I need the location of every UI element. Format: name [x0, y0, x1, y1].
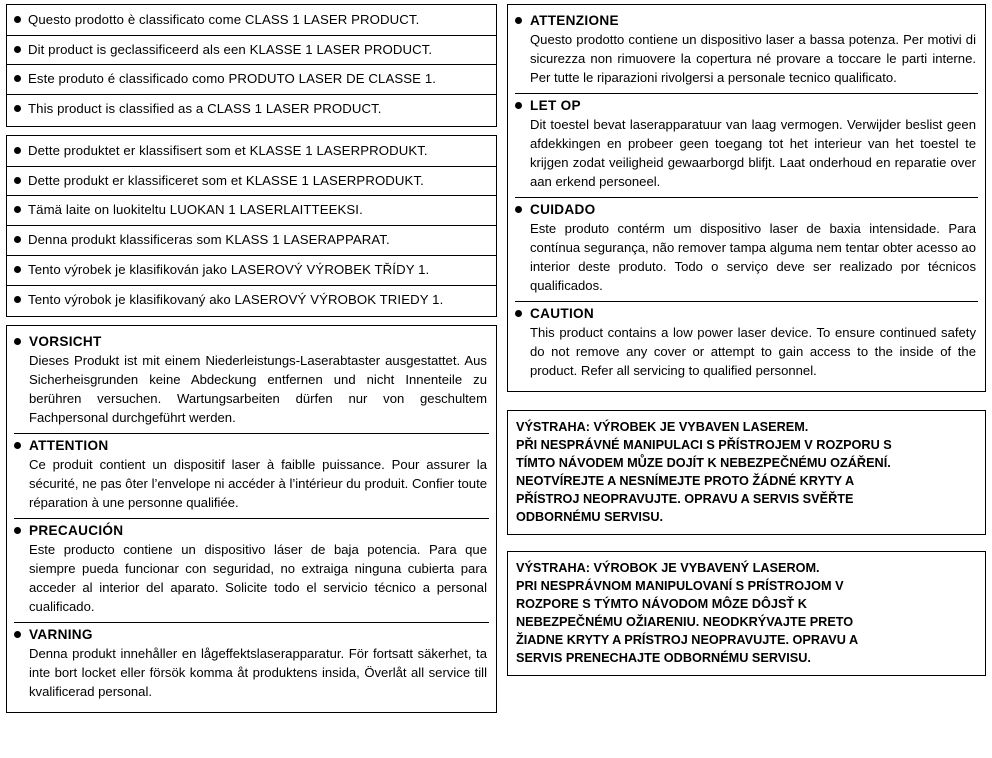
slovak-notice-line: PRI NESPRÁVNOM MANIPULOVANÍ S PRÍSTROJOM V [515, 579, 844, 593]
bullet-icon [14, 105, 21, 112]
list-item [14, 68, 489, 91]
warning-heading-row [14, 523, 489, 538]
list-item [14, 229, 489, 252]
warning-body: Dit toestel bevat laserapparatuur van laag vermogen. Verwijder beslist geen afdekkingen en probeer geen toegang tot het interieur van het toestel te krijgen zodat veiligheid gewaarborgd blifjt. Laat onderhoud en reparatie over aan erkend personeel. [529, 116, 976, 189]
divider [7, 225, 496, 226]
czech-notice-box [507, 410, 986, 535]
warning-caution [515, 301, 978, 386]
warning-body: Denna produkt innehåller en lågeffektslaserapparatur. För fortsatt säkerhet, ta inte bort locket eller försök komma åt produktens insida, Överlåt all service till kvalificerad personal. [29, 646, 487, 700]
czech-notice-line: NEOTVÍREJTE A NESNÍMEJTE PROTO ŽÁDNÉ KRYTY A [515, 473, 855, 488]
bullet-icon [14, 147, 21, 154]
class1-statement-da: Dette produkt er klassificeret som et KLASSE 1 LASERPRODUKT. [28, 172, 424, 188]
warning-heading-row [14, 438, 489, 453]
warning-heading-row [14, 627, 489, 642]
bullet-icon [14, 296, 21, 303]
spacer [507, 676, 986, 754]
bullet-icon [14, 236, 21, 243]
warning-heading-row [515, 98, 978, 113]
bullet-icon [14, 631, 21, 638]
class1-statement-no: Dette produktet er klassifisert som et KLASSE 1 LASERPRODUKT. [28, 142, 428, 158]
list-item [14, 9, 489, 32]
warning-attenzione [515, 9, 978, 93]
divider [7, 94, 496, 95]
warning-heading: LET OP [529, 97, 581, 113]
list-item [14, 98, 489, 121]
class1-statement-en: This product is classified as a CLASS 1 LASER PRODUCT. [28, 101, 382, 117]
divider [7, 64, 496, 65]
bullet-icon [14, 266, 21, 273]
warning-heading-row [14, 334, 489, 349]
czech-notice-line: TÍMTO NÁVODEM MŮZE DOJÍT K NEBEZPEČNÉMU OZÁŘENÍ. [515, 455, 891, 470]
list-item [14, 289, 489, 312]
bullet-icon [14, 527, 21, 534]
warning-heading-row [515, 202, 978, 217]
class1-statement-it: Questo prodotto è classificato come CLASS 1 LASER PRODUCT. [28, 12, 420, 27]
warning-heading: CAUTION [529, 305, 595, 321]
czech-notice-line: PŘÍSTROJ NEOPRAVUJTE. OPRAVU A SERVIS SVĚŘTE [515, 491, 854, 506]
warning-precaucion [14, 518, 489, 622]
warning-heading: PRECAUCIÓN [29, 523, 124, 539]
list-item [14, 140, 489, 163]
class1-statement-cs: Tento výrobek je klasifikován jako LASEROVÝ VÝROBEK TŘÍDY 1. [28, 261, 430, 277]
warning-let-op [515, 93, 978, 197]
left-column [6, 4, 497, 754]
bullet-icon [14, 46, 21, 53]
bullet-icon [14, 16, 21, 23]
slovak-notice-box [507, 551, 986, 676]
divider [7, 35, 496, 36]
bullet-icon [14, 442, 21, 449]
warning-heading: CUIDADO [529, 201, 596, 217]
warning-heading: VORSICHT [29, 334, 102, 350]
class1-statement-pt: Este produto é classificado como PRODUTO LASER DE CLASSE 1. [28, 71, 437, 87]
bullet-icon [14, 75, 21, 82]
left-warnings-box [6, 325, 497, 713]
warning-heading-row [515, 13, 978, 28]
list-item [14, 199, 489, 222]
bullet-icon [14, 206, 21, 213]
warning-body: Dieses Produkt ist mit einem Niederleistungs-Laserabtaster ausgestattet. Aus Sicherheisgrunden keine Abdeckung entfernen und nicht Innenteile zu berühren versuchen. Wartungsarbeiten dürfen nur von geschultem Fachpersonal durchgeführt werden. [29, 353, 487, 426]
class1-statement-fi: Tämä laite on luokiteltu LUOKAN 1 LASERLAITTEEKSI. [28, 202, 363, 218]
warning-heading: ATTENZIONE [529, 13, 619, 28]
divider [7, 166, 496, 167]
bullet-icon [515, 206, 522, 213]
class1-statement-sv: Denna produkt klassificeras som KLASS 1 LASERAPPARAT. [28, 232, 390, 248]
warning-heading: VARNING [29, 627, 93, 643]
warning-body: Questo prodotto contiene un dispositivo laser a bassa potenza. Per motivi di sicurezza non rimuovere la copertura né provare a toccare le parti interne. Per tutte le riparazioni rivolgersi a personale tecnico qualificato. [529, 32, 976, 85]
slovak-notice-line: ROZPORE S TÝMTO NÁVODOM MÔZE DÔJSŤ K [515, 597, 807, 612]
class1-statement-sk: Tento výrobok je klasifikovaný ako LASEROVÝ VÝROBOK TRIEDY 1. [28, 291, 444, 307]
right-warnings-box [507, 4, 986, 392]
divider [7, 255, 496, 256]
warning-vorsicht [14, 330, 489, 433]
czech-notice-line: ODBORNÉMU SERVISU. [515, 509, 664, 524]
slovak-notice-line: VÝSTRAHA: VÝROBOK JE VYBAVENÝ LASEROM. [515, 560, 820, 575]
bullet-icon [515, 310, 522, 317]
right-column [507, 4, 986, 754]
bullet-icon [515, 102, 522, 109]
two-column-layout [6, 4, 986, 754]
list-item [14, 170, 489, 193]
slovak-notice-line: SERVIS PRENECHAJTE ODBORNÉMU SERVISU. [515, 651, 811, 666]
class1-statements-box-a [6, 4, 497, 127]
czech-notice-line: PŘI NESPRÁVNÉ MANIPULACI S PŘÍSTROJEM V ROZPORU S [515, 437, 892, 452]
bullet-icon [14, 177, 21, 184]
warning-varning [14, 622, 489, 707]
slovak-notice-line: NEBEZPEČNÉMU OŽIARENIU. NEODKRÝVAJTE PRETO [515, 615, 854, 630]
divider [7, 285, 496, 286]
bullet-icon [515, 17, 522, 24]
warning-heading: ATTENTION [29, 438, 109, 454]
warning-cuidado [515, 197, 978, 301]
czech-notice-line: VÝSTRAHA: VÝROBEK JE VYBAVEN LASEREM. [515, 419, 809, 434]
list-item [14, 259, 489, 282]
warning-body: Este produto contérm um dispositivo laser de baxia intensidade. Para contínua segurança, não remover tampa alguma nem tentar obter acesso ao interior deste produto. Todo o serviço deve ser realizado por técnicos qualificados. [529, 220, 976, 293]
warning-body: Este producto contiene un dispositivo láser de baja potencia. Para que siempre pueda funcionar con seguridad, no extraiga ninguna cubierta para acceder al interior del aparato. Solicite todo el servicio técnico a personal cualificado. [29, 542, 487, 615]
divider [7, 195, 496, 196]
list-item [14, 39, 489, 62]
class1-statements-box-b [6, 135, 497, 317]
slovak-notice-line: ŽIADNE KRYTY A PRÍSTROJ NEOPRAVUJTE. OPRAVU A [515, 633, 859, 648]
warning-attention [14, 433, 489, 518]
warning-heading-row [515, 306, 978, 321]
class1-statement-nl: Dit product is geclassificeerd als een KLASSE 1 LASER PRODUCT. [28, 41, 433, 57]
warning-body: Ce produit contient un dispositif laser à faiblle puissance. Pour assurer la sécurité, ne pas ôter l’envelope ni accéder à l’intérieur du produit. Confier toute réparation à une personne qualifiée. [29, 457, 487, 511]
bullet-icon [14, 338, 21, 345]
warning-body: This product contains a low power laser device. To ensure continued safety do not remove any cover or attempt to gain access to the inside of the product. Refer all servicing to qualified personnel. [529, 324, 976, 378]
